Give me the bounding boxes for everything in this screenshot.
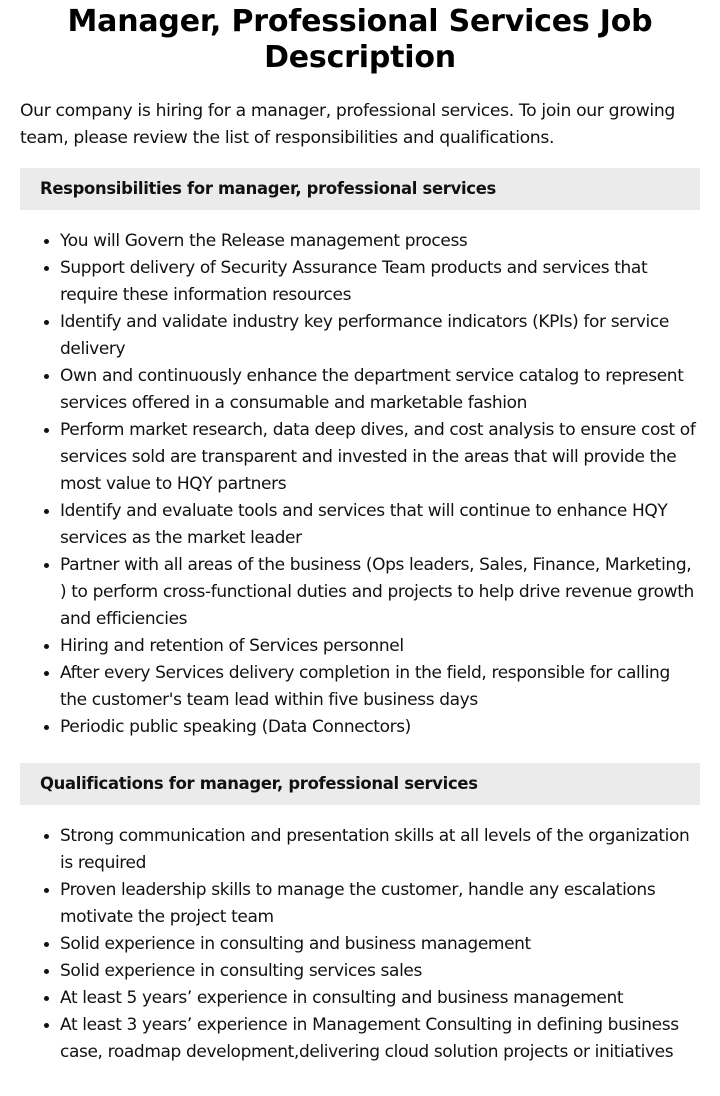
list-item: • Strong communication and presentation skills at all levels of the organization is required: [60, 823, 700, 877]
page-title: Manager, Professional Services Job Description: [67, 4, 653, 75]
list-item: • Identify and validate industry key performance indicators (KPIs) for service delivery: [60, 309, 700, 363]
list-item: • You will Govern the Release management process: [60, 228, 700, 255]
job-description-page: [0, 4, 720, 1066]
list-item: • Hiring and retention of Services personnel: [60, 633, 700, 660]
list-item: • Proven leadership skills to manage the customer, handle any escalations motivate the project team: [60, 877, 700, 931]
list-item: • Solid experience in consulting and business management: [60, 931, 700, 958]
list-item: • Partner with all areas of the business (Ops leaders, Sales, Finance, Marketing, ) to perform cross-functional duties and projects to help drive revenue growth and efficiencies: [60, 552, 700, 633]
list-item: • Own and continuously enhance the department service catalog to represent services offered in a consumable and marketable fashion: [60, 363, 700, 417]
list-item: • Periodic public speaking (Data Connectors): [60, 714, 700, 741]
responsibilities-list: [20, 228, 700, 741]
responsibilities-header: Responsibilities for manager, professional services: [20, 168, 700, 210]
intro-paragraph: Our company is hiring for a manager, professional services. To join our growing team, please review the list of responsibilities and qualifications.: [20, 101, 675, 148]
qualifications-header: Qualifications for manager, professional services: [20, 763, 700, 805]
list-item: • Solid experience in consulting services sales: [60, 958, 700, 985]
list-item: • After every Services delivery completion in the field, responsible for calling the customer's team lead within five business days: [60, 660, 700, 714]
qualifications-list: [20, 823, 700, 1066]
list-item: • At least 5 years’ experience in consulting and business management: [60, 985, 700, 1012]
list-item: • At least 3 years’ experience in Management Consulting in defining business case, roadmap development,delivering cloud solution projects or initiatives: [60, 1012, 700, 1066]
list-item: • Perform market research, data deep dives, and cost analysis to ensure cost of services sold are transparent and invested in the areas that will provide the most value to HQY partners: [60, 417, 700, 498]
list-item: • Support delivery of Security Assurance Team products and services that require these information resources: [60, 255, 700, 309]
list-item: • Identify and evaluate tools and services that will continue to enhance HQY services as the market leader: [60, 498, 700, 552]
